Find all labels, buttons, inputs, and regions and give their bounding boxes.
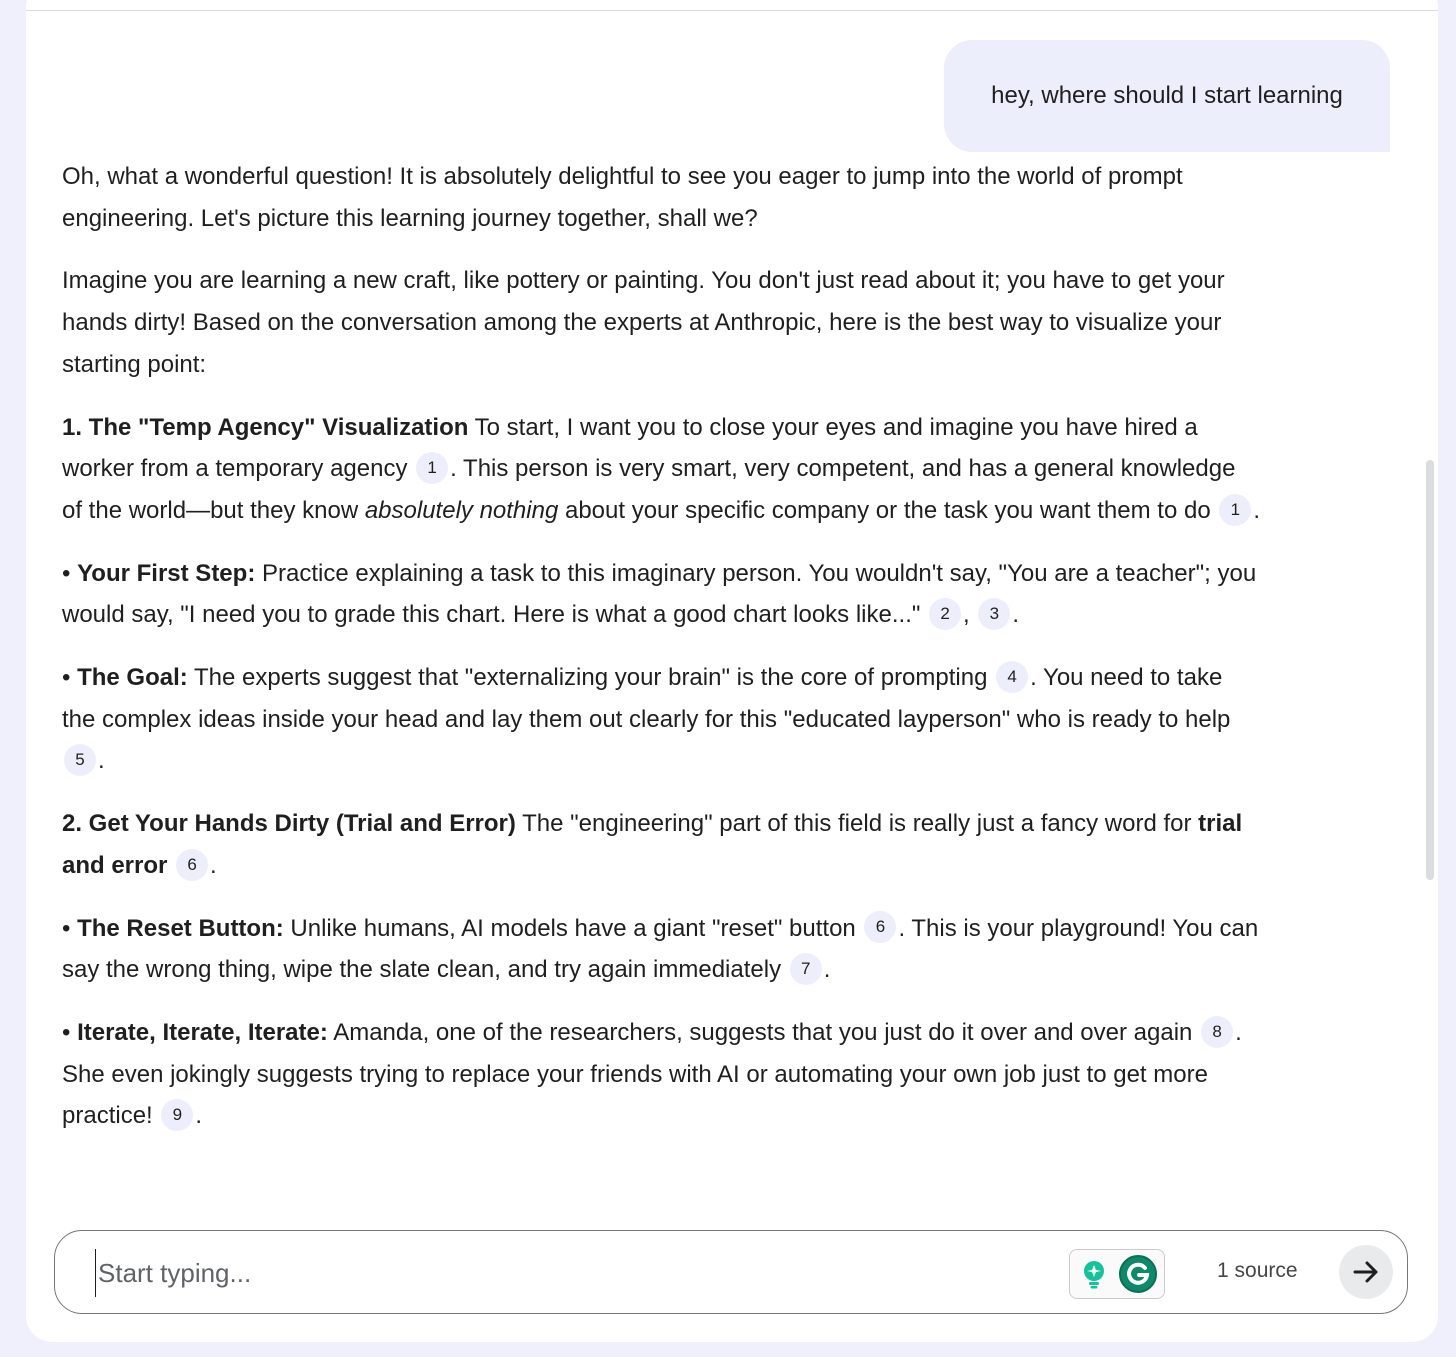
grammarly-g-icon[interactable] [1118, 1254, 1158, 1294]
section-heading: 2. Get Your Hands Dirty (Trial and Error) [62, 810, 516, 838]
section-temp-agency: 1. The "Temp Agency" Visualization To start, I want you to close your eyes and imagine you have hired a worker from a temporary agency 1 . This person is very smart, very competent, and has a general knowledge of the world—but they know absolutely nothing about your specific company or the task you want them to do 1 . [62, 413, 1260, 524]
user-message-text: hey, where should I start learning [991, 82, 1343, 109]
citation-chip[interactable]: 9 [161, 1099, 193, 1131]
lightbulb-icon[interactable] [1078, 1258, 1110, 1290]
citation-chip[interactable]: 6 [176, 849, 208, 881]
citation-chip[interactable]: 2 [929, 598, 961, 630]
scrollbar[interactable] [1424, 460, 1438, 880]
citation-chip[interactable]: 6 [864, 911, 896, 943]
section-trial-error: 2. Get Your Hands Dirty (Trial and Error) The "engineering" part of this field is really just a fancy word for trial and error 6 . [62, 810, 1243, 879]
bullet-first-step: • Your First Step: Practice explaining a task to this imaginary person. You wouldn't say, "You are a teacher"; you would say, "I need you to grade this chart. Here is what a good chart looks like..." 2 , 3 . [62, 559, 1257, 629]
citation-chip[interactable]: 3 [978, 598, 1010, 630]
citation-chip[interactable]: 8 [1201, 1016, 1233, 1048]
arrow-right-icon [1351, 1257, 1381, 1287]
send-button[interactable] [1339, 1245, 1393, 1299]
bullet-heading: The Reset Button: [77, 914, 284, 942]
citation-chip[interactable]: 1 [416, 452, 448, 484]
scrollbar-thumb[interactable] [1426, 460, 1434, 880]
bullet-goal: • The Goal: The experts suggest that "externalizing your brain" is the core of prompting 4 . You need to take the complex ideas inside your head and lay them out clearly for this "educated layperson" who is ready to help 5 . [62, 657, 1262, 782]
citation-chip[interactable]: 5 [64, 744, 96, 776]
bullet-heading: Iterate, Iterate, Iterate: [77, 1018, 328, 1046]
bullet-reset-button: • The Reset Button: Unlike humans, AI models have a giant "reset" button 6 . This is your playground! You can say the wrong thing, wipe the slate clean, and try again immediately 7 . [62, 908, 1262, 991]
message-input[interactable] [95, 1249, 1000, 1297]
citation-chip[interactable]: 1 [1219, 494, 1251, 526]
assistant-response [62, 156, 1262, 1158]
response-paragraph: Imagine you are learning a new craft, like pottery or painting. You don't just read about it; you have to get your hands dirty! Based on the conversation among the experts at Anthropic, here is the best way to visualize your starting point: [62, 267, 1225, 378]
response-intro: Oh, what a wonderful question! It is absolutely delightful to see you eager to jump into the world of prompt engineering. Let's picture this learning journey together, shall we? [62, 163, 1183, 232]
bullet-heading: The Goal: [77, 664, 188, 692]
message-composer [54, 1230, 1408, 1314]
chat-panel [26, 0, 1438, 1342]
bullet-heading: Your First Step: [77, 559, 256, 587]
source-count[interactable]: 1 source [1217, 1259, 1298, 1282]
user-message-bubble [944, 40, 1390, 152]
top-divider [26, 10, 1438, 11]
grammarly-widget[interactable] [1069, 1249, 1165, 1299]
citation-chip[interactable]: 7 [790, 953, 822, 985]
bullet-iterate: • Iterate, Iterate, Iterate: Amanda, one of the researchers, suggests that you just do it over and over again 8 . She even jokingly suggests trying to replace your friends with AI or automating your own job just to get more practice! 9 . [62, 1012, 1262, 1137]
citation-chip[interactable]: 4 [996, 661, 1028, 693]
section-heading: 1. The "Temp Agency" Visualization [62, 413, 469, 441]
